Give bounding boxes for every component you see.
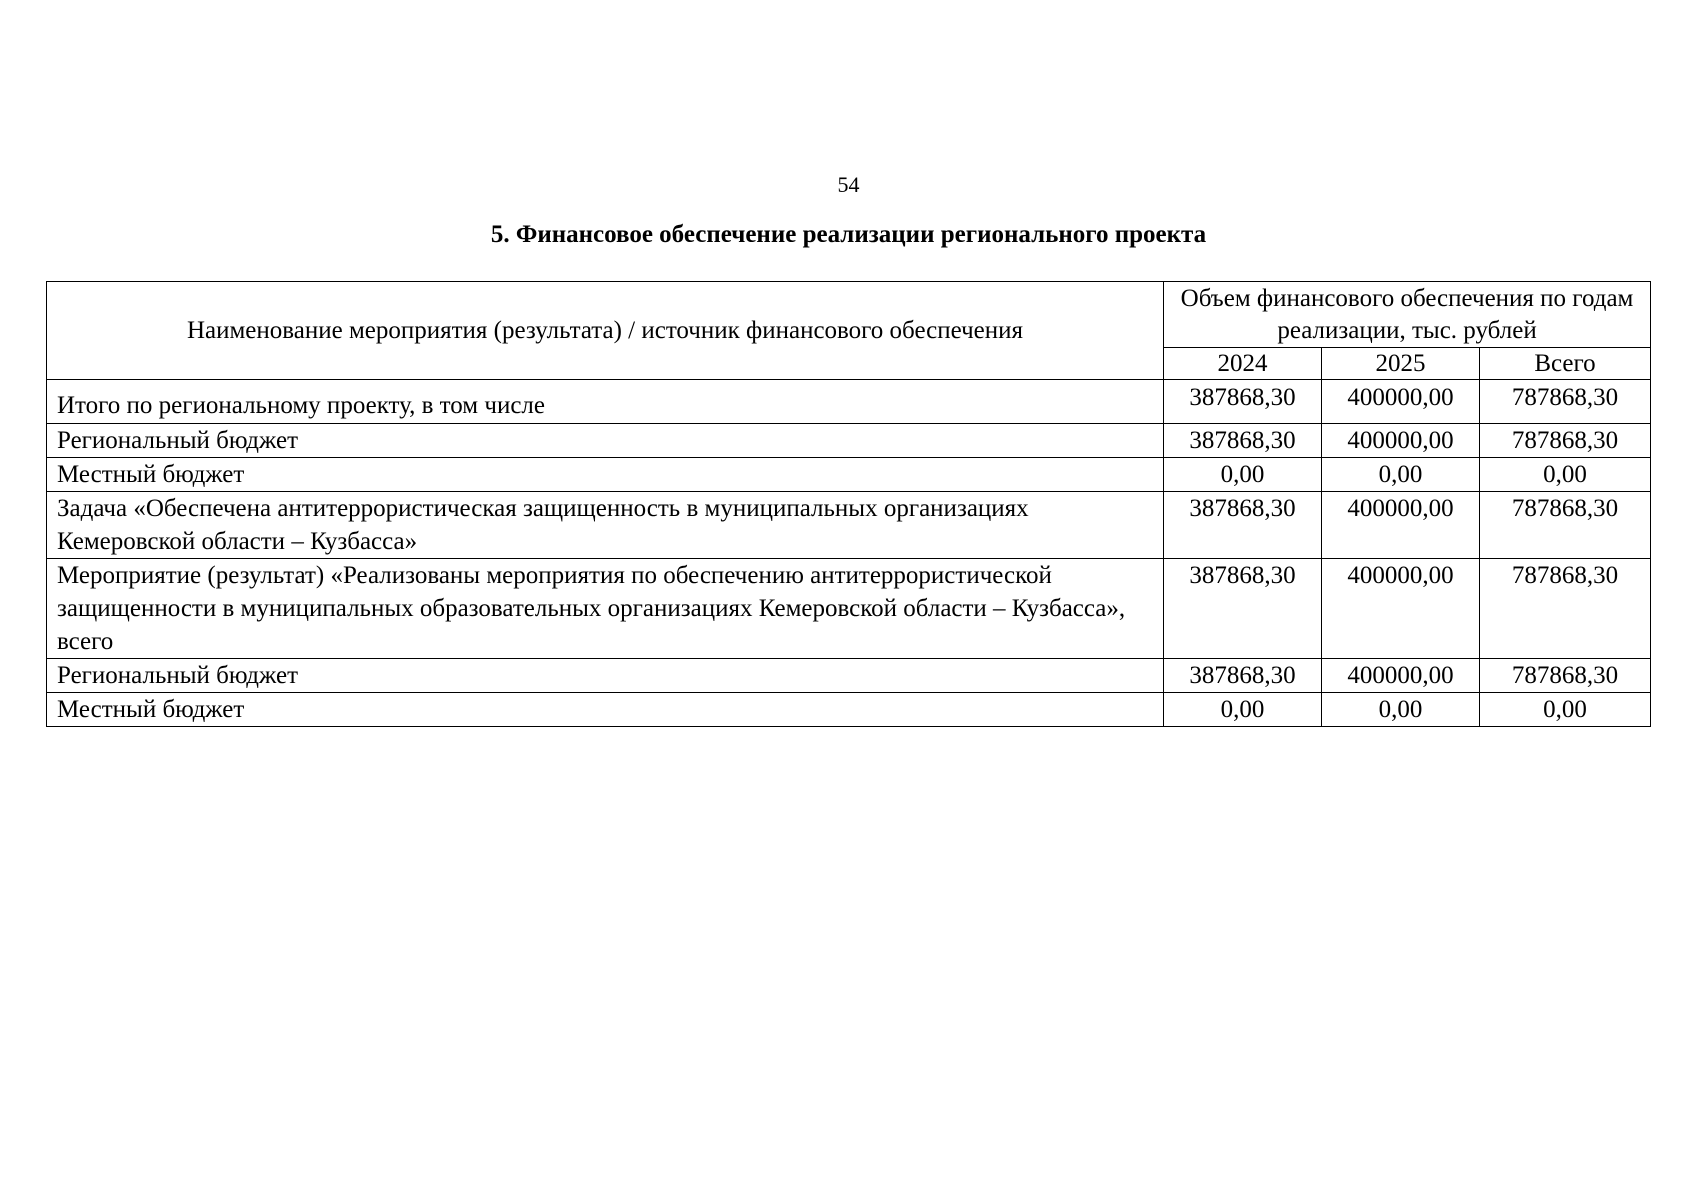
table-row	[47, 693, 1651, 727]
header-volume-cell: Объем финансового обеспечения по годам реализации, тыс. рублей	[1164, 282, 1651, 348]
page-number: 54	[837, 172, 860, 197]
row-value-2024: 387868,30	[1164, 424, 1322, 458]
row-value-2025: 400000,00	[1322, 424, 1480, 458]
row-value-total: 0,00	[1480, 458, 1651, 492]
row-value-2024: 387868,30	[1164, 559, 1322, 659]
table-row	[47, 380, 1651, 424]
row-value-2024: 387868,30	[1164, 659, 1322, 693]
row-name: Мероприятие (результат) «Реализованы мероприятия по обеспечению антитеррористической защищенности в муниципальных образовательных организациях Кемеровской области – Кузбасса», всего	[47, 559, 1164, 659]
table-header-row	[47, 282, 1651, 348]
row-value-2025: 400000,00	[1322, 659, 1480, 693]
row-value-2024: 0,00	[1164, 458, 1322, 492]
row-value-total: 787868,30	[1480, 424, 1651, 458]
row-value-total: 787868,30	[1480, 659, 1651, 693]
row-value-total: 787868,30	[1480, 492, 1651, 559]
row-name: Местный бюджет	[47, 458, 1164, 492]
table-row	[47, 492, 1651, 559]
row-value-total: 0,00	[1480, 693, 1651, 727]
row-name: Региональный бюджет	[47, 424, 1164, 458]
table-row	[47, 424, 1651, 458]
header-name-cell: Наименование мероприятия (результата) / источник финансового обеспечения	[47, 282, 1164, 380]
row-value-2024: 387868,30	[1164, 380, 1322, 424]
row-name: Местный бюджет	[47, 693, 1164, 727]
row-name: Задача «Обеспечена антитеррористическая защищенность в муниципальных организациях Кемеровской области – Кузбасса»	[47, 492, 1164, 559]
section-title: 5. Финансовое обеспечение реализации регионального проекта	[490, 221, 1207, 248]
row-value-2025: 400000,00	[1322, 559, 1480, 659]
row-value-2025: 400000,00	[1322, 380, 1480, 424]
header-total: Всего	[1480, 348, 1651, 380]
header-year-2024: 2024	[1164, 348, 1322, 380]
row-value-2025: 0,00	[1322, 458, 1480, 492]
row-value-total: 787868,30	[1480, 380, 1651, 424]
row-value-2025: 400000,00	[1322, 492, 1480, 559]
header-year-2025: 2025	[1322, 348, 1480, 380]
row-value-2025: 0,00	[1322, 693, 1480, 727]
row-value-2024: 387868,30	[1164, 492, 1322, 559]
row-value-2024: 0,00	[1164, 693, 1322, 727]
table-row	[47, 559, 1651, 659]
table-row	[47, 659, 1651, 693]
row-value-total: 787868,30	[1480, 559, 1651, 659]
financing-table	[46, 281, 1651, 727]
row-name: Итого по региональному проекту, в том числе	[47, 380, 1164, 424]
table-row	[47, 458, 1651, 492]
row-name: Региональный бюджет	[47, 659, 1164, 693]
